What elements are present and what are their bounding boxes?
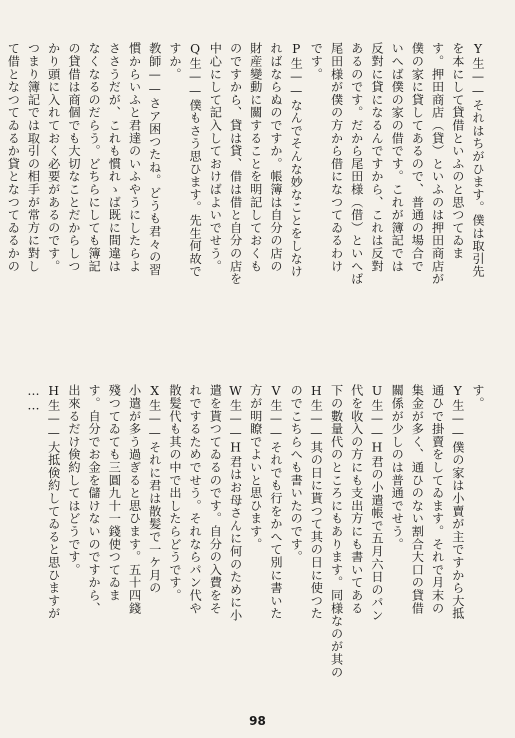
text-line: 散髪代も其の中で出したらどうです。 bbox=[167, 384, 182, 602]
text-line: 出來るだけ倹約してはどうです。 bbox=[66, 384, 81, 576]
text-line: なくなるのだらう。どちらにしても簿記 bbox=[87, 42, 102, 273]
text-line: H生——大抵倹約してゐると思ひますが bbox=[46, 384, 61, 620]
text-line: の貸借は商個でも大切なことだからしつ bbox=[66, 42, 81, 273]
text-line: 僕の家に貸してあるので、普通の場合で bbox=[410, 42, 425, 273]
text-line: 關係が少しのは普通でせう。 bbox=[390, 384, 405, 551]
text-line: す。自分でお金を儲けないのですから、 bbox=[87, 384, 102, 615]
text-line: V生——それでも行をかへて別に書いた bbox=[268, 384, 283, 620]
text-line: ささうだが、これも慣れゝば既に間違は bbox=[107, 42, 122, 273]
text-line: すか。 bbox=[167, 42, 182, 81]
text-line: のでこちらへも書いたのです。 bbox=[289, 384, 304, 564]
text-line: つまり簿記では取引の相手が常方に對し bbox=[26, 42, 41, 273]
text-line: す。押田商店（貸）といふのは押田商店が bbox=[430, 42, 445, 286]
text-line: かり頭に入れておく必要があるのです。 bbox=[46, 42, 61, 273]
text-line: す。 bbox=[471, 384, 485, 410]
text-line: Q生——僕もさう思ひます。先生何故で bbox=[188, 42, 203, 278]
text-line: 財産變動に關することを明記しておくも bbox=[248, 42, 263, 273]
text-line: 教師——さア困つたね。どうも君々の習 bbox=[147, 42, 162, 276]
text-line: です。 bbox=[309, 42, 324, 81]
page-number: 98 bbox=[249, 714, 266, 728]
text-line: のですから、貸は貸、借は借と自分の店を bbox=[228, 42, 243, 286]
text-line: 慣からいふと君達のいふやうにしたらよ bbox=[127, 42, 142, 273]
text-line: 方が明瞭でよいと思ひます。 bbox=[248, 384, 263, 551]
text-line: 中心にして記入しておけばよいでせう。 bbox=[208, 42, 223, 273]
upper-text-block bbox=[6, 42, 488, 336]
text-line: P生——なんでそんな妙なことをしなけ bbox=[289, 42, 304, 278]
text-line: て借となつてゐるか貸となつてゐるかの bbox=[6, 42, 21, 273]
text-line: ればならぬのですか。帳簿は自分の店の bbox=[268, 42, 283, 273]
text-line: あるのです。だから尾田様（借）といへば bbox=[349, 42, 364, 286]
text-line: 集金が多く、通ひのない割合大口の貸借 bbox=[410, 384, 425, 615]
text-line: W生——H君はお母さんに何のために小 bbox=[228, 384, 243, 622]
text-line bbox=[0, 42, 3, 336]
text-line: X生——それに君は散髪で一ケ月の bbox=[147, 384, 162, 595]
text-line: Y生——僕の家は小賣が主ですから大抵 bbox=[450, 384, 465, 620]
text-line: 小遣が多う過ぎると思ひます。五十四錢 bbox=[127, 384, 142, 615]
text-line: H生——其の日に貰つて其の日に使つた bbox=[309, 384, 324, 620]
text-line: 尾田様が僕の方から借になつてゐるわけ bbox=[329, 42, 344, 273]
text-line: いへば僕の家の借です。これが簿記では bbox=[390, 42, 405, 273]
text-line: 反對に貸になるんですから、これは反對 bbox=[369, 42, 384, 273]
text-line: 殘つてゐても三圓九十一錢使つてゐま bbox=[107, 384, 122, 602]
text-line: 代を收入の方にも支出方にも書いてある bbox=[349, 384, 364, 615]
text-line: U生——H君の小遣帳で五月六日のパン bbox=[369, 384, 384, 622]
text-line: 下の數量代のところにもあります。同様なのが其の bbox=[329, 384, 344, 679]
text-line: Y生——それはちがひます。僕は取引先 bbox=[471, 42, 485, 278]
text-line: れでするためでせう。それならパン代や bbox=[188, 384, 203, 615]
text-line: 通ひで掛賣をしてゐます。それで月末の bbox=[430, 384, 445, 615]
text-line: …… bbox=[26, 384, 41, 414]
lower-text-block bbox=[23, 384, 488, 684]
text-line: 遣を貰つてゐるのです。自分の入費をそ bbox=[208, 384, 223, 615]
text-line: を本にして貸借といふのと思つてゐま bbox=[450, 42, 465, 260]
